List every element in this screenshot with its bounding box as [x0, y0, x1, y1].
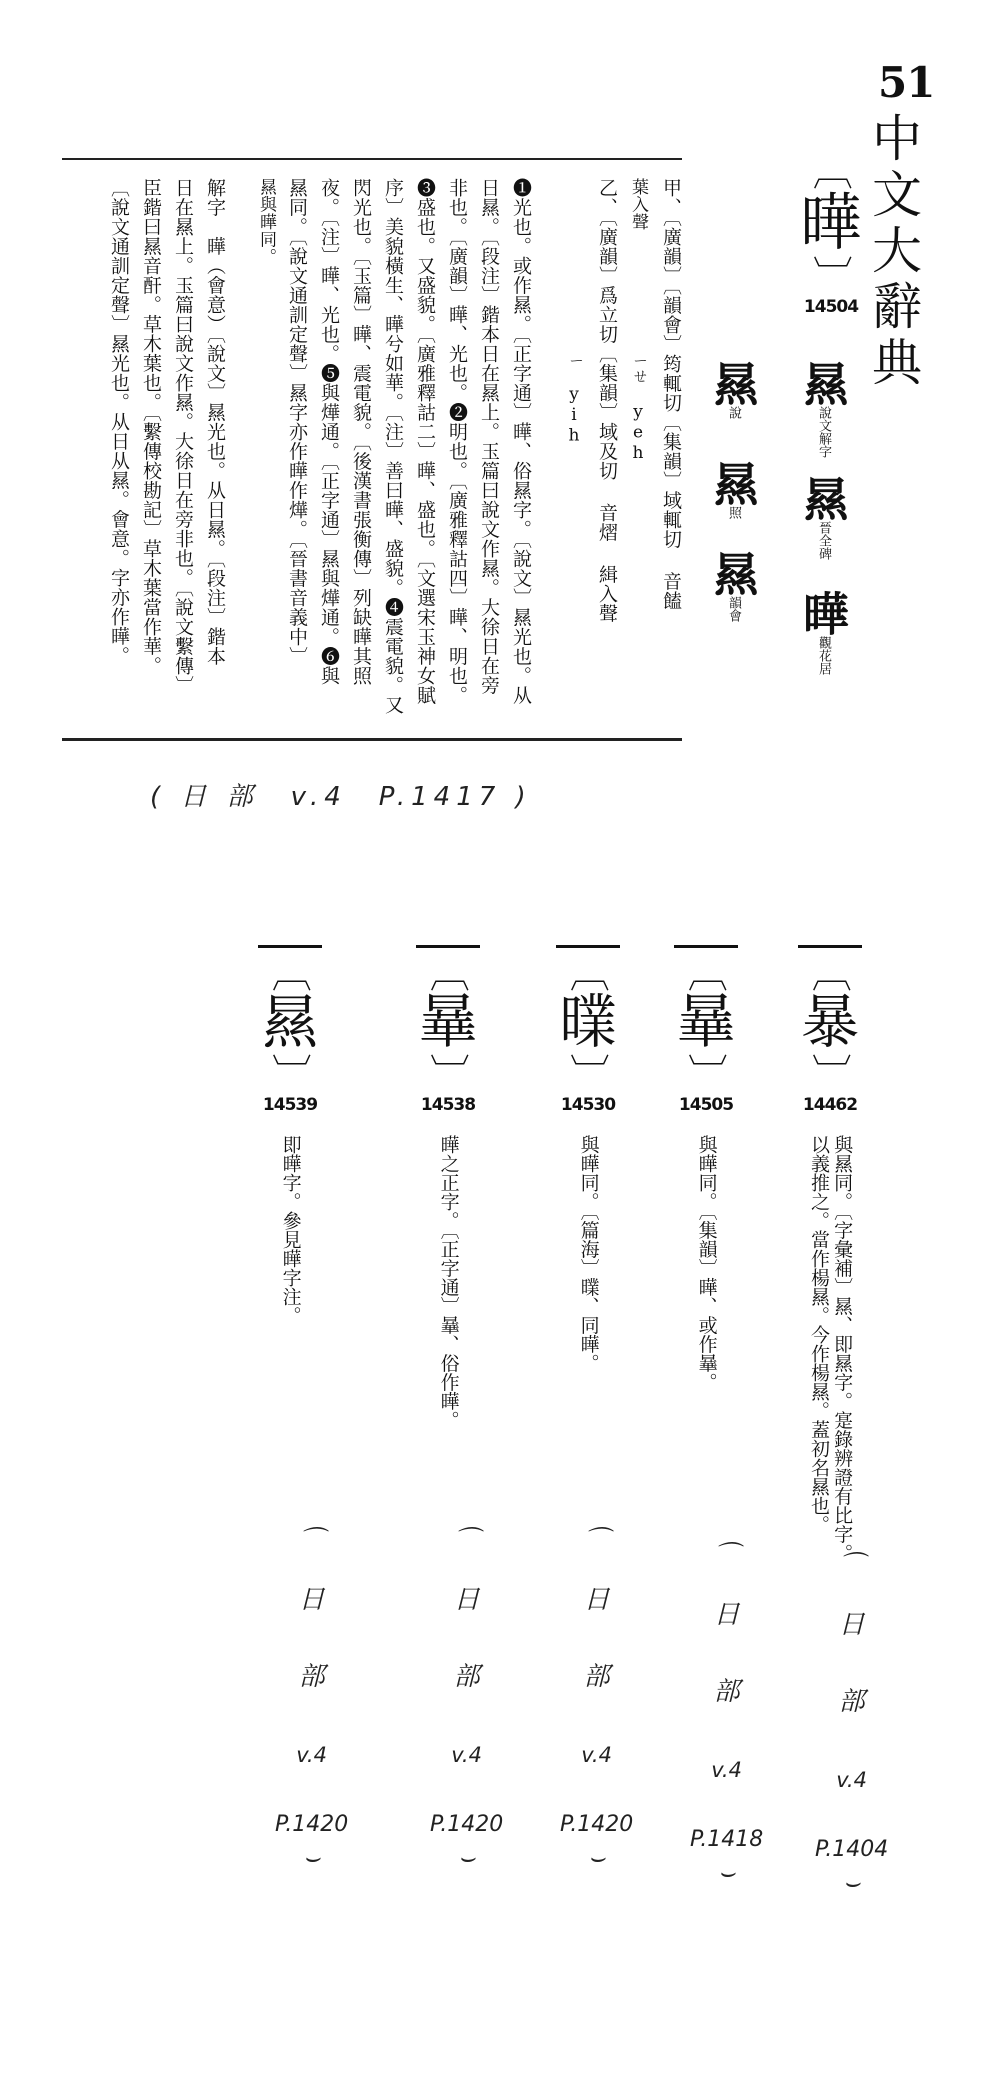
entry-headword-char: 曅	[676, 988, 735, 1056]
entry-top-rule	[416, 945, 480, 948]
def-column: 解字 曄（會意）〔說文〕㬎光也。从日㬎。〔段注〕鍇本	[204, 178, 226, 666]
entry-14462	[790, 945, 870, 1565]
entry-14530	[548, 945, 628, 1565]
entry-headword	[559, 952, 617, 1115]
entry-number: 14539	[262, 1094, 318, 1115]
def-column: 〔說文通訓定聲〕㬎光也。从日从㬎。會意。字亦作曄。	[108, 178, 130, 666]
variant-forms	[706, 360, 860, 700]
def-column: ㄧ yih	[564, 178, 584, 447]
entry-definition: 曄之正字。〔正字通〕曅、俗作曄。	[437, 1134, 460, 1430]
bracket-bottom: 〕	[682, 1052, 729, 1093]
entry-headword-char: 曅	[418, 988, 477, 1056]
entry-number: 14538	[420, 1094, 476, 1115]
entry-definition: 與曄同。〔篇海〕曗、同曄。	[577, 1134, 600, 1373]
entry-number: 14530	[560, 1094, 616, 1115]
entry-definition: 與曄同。〔集韻〕曄、或作曅。	[695, 1134, 718, 1392]
entry-source-note-14538: ⌒ 日 部 v.4 P.1420 ⌣	[430, 1526, 504, 1873]
variant-6: 㬎韻會	[706, 550, 760, 622]
def-column: 㬎與曄同。	[256, 178, 276, 266]
entry-headword-char: 㬎	[260, 988, 319, 1056]
entry-number: 14462	[802, 1094, 858, 1115]
def-column: 日㬎。〔段注〕鍇本日在㬎上。玉篇曰說文作㬎。大徐日在旁	[478, 178, 500, 695]
entry-top-rule	[556, 945, 620, 948]
entry-headword-char: 曗	[558, 988, 617, 1056]
def-column: ❶光也。或作㬎。〔正字通〕曄、俗㬎字。〔說文〕㬎光也。从	[510, 178, 532, 705]
def-column: 閃光也。〔玉篇〕曄、震電貌。〔後漢書張衡傳〕列缺曄其照	[350, 178, 372, 686]
def-column: 夜。〔注〕曄、光也。❺與燁通。〔正字通〕㬎與燁通。❻與	[318, 178, 340, 686]
main-headword-number: 14504	[803, 297, 859, 318]
entry-headword-char: 暴	[800, 988, 859, 1056]
variant-1: 㬎說文解字	[796, 360, 850, 458]
entry-source-note-14530: ⌒ 日 部 v.4 P.1420 ⌣	[560, 1526, 634, 1873]
bracket-top: 〔	[682, 952, 729, 992]
entry-14538	[408, 945, 488, 1565]
entry-headword	[419, 952, 477, 1115]
entry-number: 14505	[678, 1094, 734, 1115]
bracket-bottom: 〕	[806, 1052, 853, 1093]
entry-definition: 與㬎同。〔字彙補〕㬎、即㬎字。寔錄辨證有比字。以義推之。當作楊㬎。今作楊㬎。蓋初名㬎也。	[808, 1134, 854, 1563]
bracket-top: 〔	[564, 952, 611, 992]
entry-14505	[666, 945, 746, 1565]
bracket-bottom: 〕	[266, 1052, 313, 1093]
entry-definition: 即曄字。參見曄字注。	[279, 1134, 302, 1325]
entry-14539	[250, 945, 330, 1565]
def-column: 日在㬎上。玉篇曰說文作㬎。大徐日在旁非也。〔說文繫傳〕	[172, 178, 194, 695]
bracket-top: 〔	[808, 150, 854, 190]
variant-2: 㬎晉全碑	[796, 475, 850, 560]
variant-5: 㬎照	[706, 460, 760, 519]
def-column: 非也。〔廣韻〕曄、光也。❷明也。〔廣雅釋詁四〕曄、明也。	[446, 178, 468, 705]
bracket-bottom: 〕	[808, 255, 854, 296]
def-column: 序〕美貌橫生、曄兮如華。〔注〕善曰曄、盛貌。❹震電貌。又	[382, 178, 404, 715]
def-column: ❸盛也。又盛貌。〔廣雅釋詁二〕曄、盛也。〔文選宋玉神女賦	[414, 178, 436, 705]
entry-headword	[801, 952, 859, 1115]
entry-headword	[261, 952, 319, 1115]
bracket-bottom: 〕	[564, 1052, 611, 1093]
main-def-top-rule	[62, 158, 682, 160]
main-def-bottom-rule	[62, 738, 682, 741]
def-column: 㬎同。〔說文通訓定聲〕㬎字亦作曄作燁。〔晉書音義中〕	[286, 178, 308, 666]
bracket-top: 〔	[424, 952, 471, 992]
entry-top-rule	[798, 945, 862, 948]
variant-4: 㬎說	[706, 360, 760, 419]
main-headword-char: 曄	[800, 186, 863, 259]
main-source-note: ( 日 部 v.4 P.1417 )	[150, 782, 532, 812]
bracket-bottom: 〕	[424, 1052, 471, 1093]
entry-source-note-14462: ⌒ 日 部 v.4 P.1404 ⌣	[815, 1551, 889, 1898]
main-definition	[62, 168, 682, 733]
entry-headword	[677, 952, 735, 1115]
entry-top-rule	[674, 945, 738, 948]
variant-3: 曄觀花居	[796, 590, 850, 675]
main-headword	[800, 150, 862, 317]
def-column: 葉入聲 ㄧㄝ yeh	[628, 178, 648, 464]
entry-source-note-14505: ⌒ 日 部 v.4 P.1418 ⌣	[690, 1541, 764, 1888]
def-column: 臣鍇曰㬎音酐。草木葉也。〔繫傳校勘記〕草木葉當作華。	[140, 178, 162, 676]
book-title: 中文大辭典	[864, 112, 922, 392]
bracket-top: 〔	[266, 952, 313, 992]
entry-source-note-14539: ⌒ 日 部 v.4 P.1420 ⌣	[275, 1526, 349, 1873]
def-column: 甲、〔廣韻〕〔韻會〕筠輒切〔集韻〕域輒切 音饁	[660, 178, 682, 611]
page-number: 51	[878, 58, 935, 107]
bracket-top: 〔	[806, 952, 853, 992]
def-column: 乙、〔廣韻〕爲立切〔集韻〕域及切 音熠 緝入聲	[596, 178, 618, 623]
entry-top-rule	[258, 945, 322, 948]
